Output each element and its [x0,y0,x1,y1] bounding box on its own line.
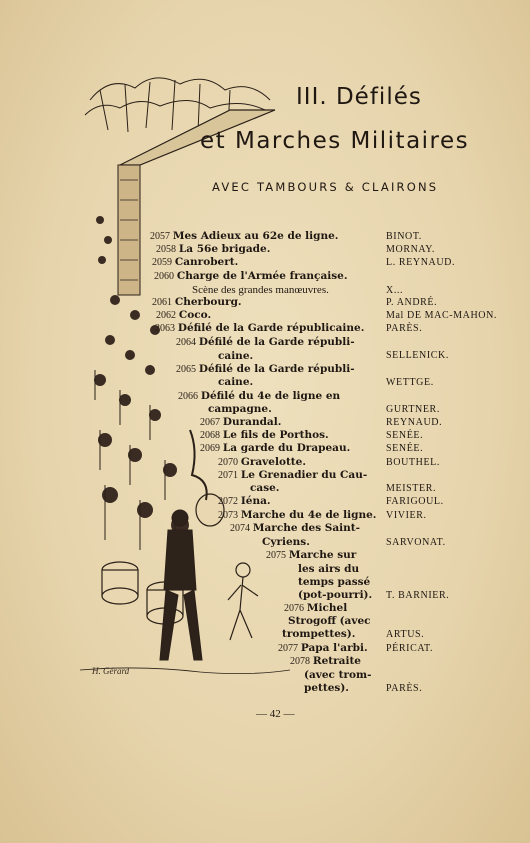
entry-title: Défilé de la Garde républi- [198,363,355,375]
entry-number: 2058 [156,244,176,255]
entry-number: 2070 [218,457,238,468]
entry-number: 2064 [176,337,196,348]
list-item [152,296,242,309]
entry-number: 2073 [218,510,238,521]
entry-title-continued: Strogoff (avec [288,615,371,627]
list-item [176,363,355,376]
entry-title: Le fils de Porthos. [222,429,329,441]
list-item [178,390,340,403]
entry-composer: ARTUS. [386,629,425,640]
entry-composer: PARÈS. [386,683,423,694]
section-title-line2: et Marches Militaires [200,128,470,154]
entry-number: 2069 [200,443,220,454]
entry-title: Coco. [178,309,212,321]
entry-number: 2078 [290,656,310,667]
entry-number: 2071 [218,470,238,481]
entry-number: 2067 [200,417,220,428]
entry-composer: MORNAY. [386,244,435,255]
list-item [218,495,271,508]
entry-title: Charge de l'Armée française. [176,270,348,282]
list-item [290,655,361,668]
entry-title-continued: caine. [218,376,254,388]
list-item [278,642,368,655]
entry-composer: MEISTER. [386,483,437,494]
entry-composer: SENÉE. [386,443,424,454]
entry-composer: SARVONAT. [386,537,446,548]
section-subtitle: AVEC TAMBOURS & CLAIRONS [212,180,439,194]
entry-composer: BINOT. [386,231,422,242]
list-item [266,549,356,562]
entry-title-continued: (avec trom- [304,669,372,681]
entry-composer: REYNAUD. [386,417,443,428]
entry-title: La garde du Drapeau. [222,442,351,454]
entry-title: Marche des Saint- [252,522,361,534]
entry-number: 2076 [284,603,304,614]
entry-composer: VIVIER. [386,510,427,521]
illustrator-signature: H. Gérard [92,666,130,676]
entry-composer: X... [386,285,404,296]
entry-composer: PARÈS. [386,323,423,334]
list-item [218,469,367,482]
entry-number: 2074 [230,523,250,534]
entry-number: 2063 [155,323,175,334]
entry-number: 2062 [156,310,176,321]
entry-composer: WETTGE. [386,377,434,388]
entry-title: Le Grenadier du Cau- [240,469,368,481]
entry-number: 2060 [154,271,174,282]
page-number: — 42 — [256,708,295,720]
section-title: III. Défilés [296,84,422,110]
list-item [218,456,306,469]
entry-number: 2072 [218,496,238,507]
entry-composer: P. ANDRÉ. [386,297,438,308]
entry-title-continued: case. [250,482,280,494]
entry-title: Défilé du 4e de ligne en [200,390,341,402]
entry-composer: SELLENICK. [386,350,449,361]
entry-number: 2057 [150,231,170,242]
entry-title: Marche du 4e de ligne. [240,509,377,521]
entry-number: 2066 [178,391,198,402]
list-item [176,336,355,349]
entry-number: 2075 [266,550,286,561]
entry-title-continued: les airs du [298,563,360,575]
list-item [284,602,347,615]
entry-title-continued: temps passé [298,576,371,588]
list-item [152,256,238,269]
entry-composer: BOUTHEL. [386,457,440,468]
list-item [156,243,270,256]
entry-title-continued: pettes). [304,682,349,694]
entry-title: Défilé de la Garde républi- [198,336,355,348]
entry-title-continued: trompettes). [282,628,356,640]
list-item [156,309,211,322]
list-item [200,442,350,455]
entry-number: 2065 [176,364,196,375]
entry-title: Cherbourg. [174,296,242,308]
entry-number: 2061 [152,297,172,308]
entry-composer: L. REYNAUD. [386,257,456,268]
entry-title-continued: (pot-pourri). [298,589,373,601]
entry-composer: Mal DE MAC-MAHON. [386,310,498,321]
entry-title-continued: caine. [218,350,254,362]
entry-title: La 56e brigade. [178,243,271,255]
entry-composer: GURTNER. [386,404,440,415]
entry-title-continued: campagne. [208,403,272,415]
entry-title: Marche sur [288,549,357,561]
entry-composer: T. BARNIER. [386,590,450,601]
list-item [230,522,360,535]
entry-number: 2077 [278,643,298,654]
entry-title: Papa l'arbi. [300,642,368,654]
military-parade-illustration [80,70,300,690]
entry-title-continued: Cyriens. [262,536,310,548]
list-item [150,230,338,243]
entry-composer: PÉRICAT. [386,643,434,654]
entry-title: Gravelotte. [240,456,306,468]
list-item [200,416,281,429]
entry-note: Scène des grandes manœuvres. [192,284,329,296]
entry-title: Durandal. [222,416,282,428]
list-item [155,322,364,335]
entry-number: 2068 [200,430,220,441]
entry-title: Canrobert. [174,256,239,268]
list-item [200,429,329,442]
entry-title: Défilé de la Garde républicaine. [177,322,365,334]
entry-number: 2059 [152,257,172,268]
entry-composer: SENÉE. [386,430,424,441]
entry-title: Michel [306,602,348,614]
entry-title: Retraite [312,655,361,667]
entry-composer: FARIGOUL. [386,496,444,507]
entry-title: Mes Adieux au 62e de ligne. [172,230,339,242]
entry-title: Iéna. [240,495,271,507]
list-item [154,270,348,283]
list-item [218,509,376,522]
